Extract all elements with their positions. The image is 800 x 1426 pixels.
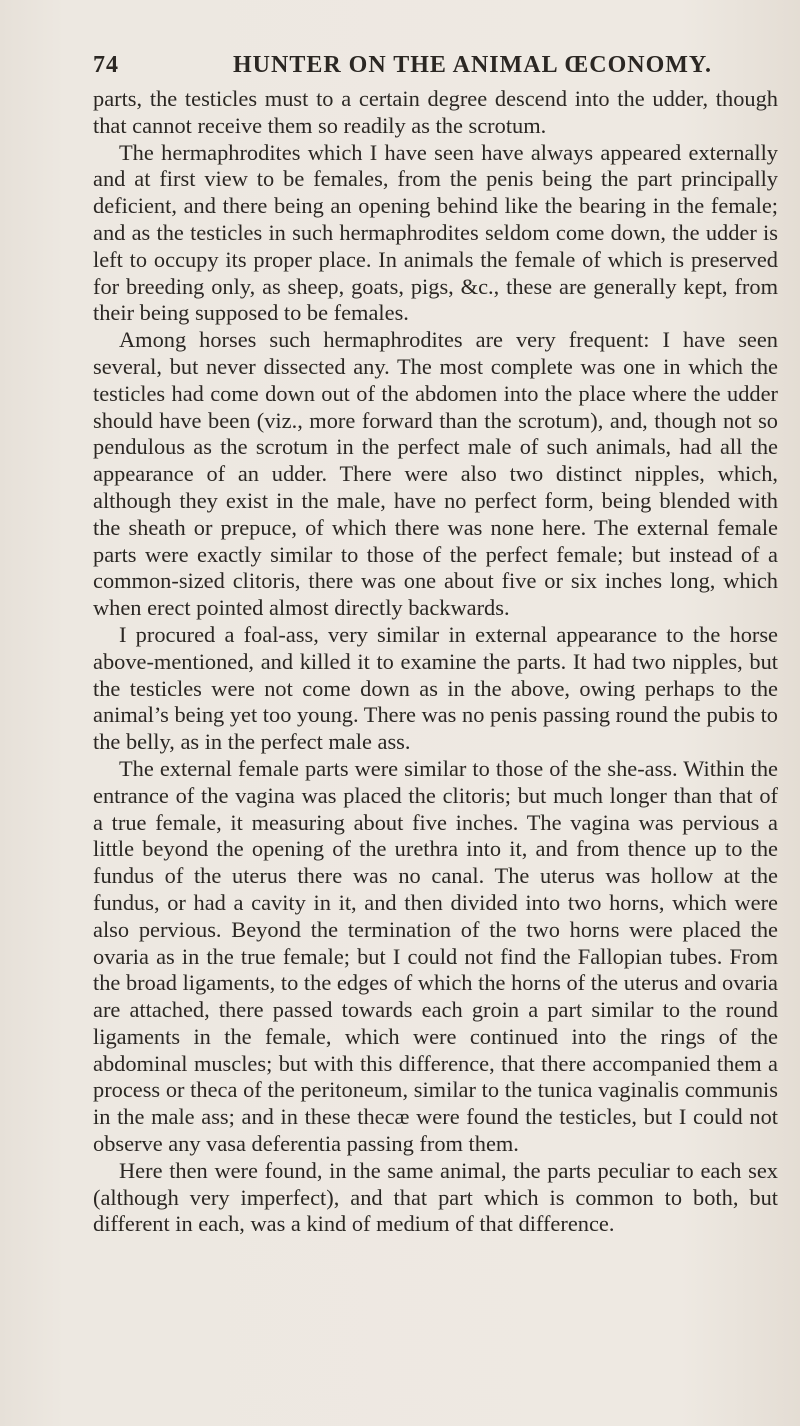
paragraph-conclusion: Here then were found, in the same animal, the parts peculiar to each sex (although very imperfect), and that part which is common to both, but different in each, was a kind of medium of that difference. xyxy=(93,1157,778,1237)
paragraph-horses: Among horses such hermaphrodites are very frequent: I have seen several, but never dissected any. The most complete was one in which the testicles had come down out of the abdomen into the place where the udder should have been (viz., more forward than the scrotum), and, though not so pendulous as the scrotum in the perfect male of such animals, had all the appearance of an udder. There were also two distinct nipples, which, although they exist in the male, have no perfect form, being blended with the sheath or prepuce, of which there was none here. The external female parts were exactly similar to those of the perfect female; but instead of a common-sized clitoris, there was one about five or six inches long, which when erect pointed almost directly backwards. xyxy=(93,327,778,621)
body-text xyxy=(93,86,778,1238)
paragraph-hermaphrodites: The hermaphrodites which I have seen have always appeared externally and at first view to be females, from the penis being the part principally deficient, and there being an opening behind like the bearing in the female; and as the testicles in such hermaphrodites seldom come down, the udder is left to occupy its proper place. In animals the female of which is preserved for breeding only, as sheep, goats, pigs, &c., these are generally kept, from their being supposed to be females. xyxy=(93,139,778,326)
page-number: 74 xyxy=(93,52,119,78)
running-title: HUNTER ON THE ANIMAL ŒCONOMY. xyxy=(233,52,713,78)
paragraph-external-parts: The external female parts were similar to those of the she-ass. Within the entrance of the vagina was placed the clitoris; but much longer than that of a true female, it measuring about five inches. The vagina was pervious a little beyond the opening of the urethra into it, and from thence up to the fundus of the uterus there was no canal. The uterus was hollow at the fundus, or had a cavity in it, and then divided into two horns, which were also pervious. Beyond the termination of the two horns were placed the ovaria as in the true female; but I could not find the Fallopian tubes. From the broad ligaments, to the edges of which the horns of the uterus and ovaria are attached, there passed towards each groin a part similar to the round ligaments in the female, which were continued into the rings of the abdominal muscles; but with this difference, that there accompanied them a process or theca of the peritoneum, similar to the tunica vaginalis communis in the male ass; and in these thecæ were found the testicles, but I could not observe any vasa deferentia passing from them. xyxy=(93,755,778,1157)
paragraph-foal-ass: I procured a foal-ass, very similar in external appearance to the horse above-mentioned, and killed it to examine the parts. It had two nipples, but the testicles were not come down as in the above, owing perhaps to the animal’s being yet too young. There was no penis passing round the pubis to the belly, as in the perfect male ass. xyxy=(93,621,778,755)
paragraph-continuation: parts, the testicles must to a certain degree descend into the udder, though that cannot receive them so readily as the scrotum. xyxy=(93,86,778,138)
